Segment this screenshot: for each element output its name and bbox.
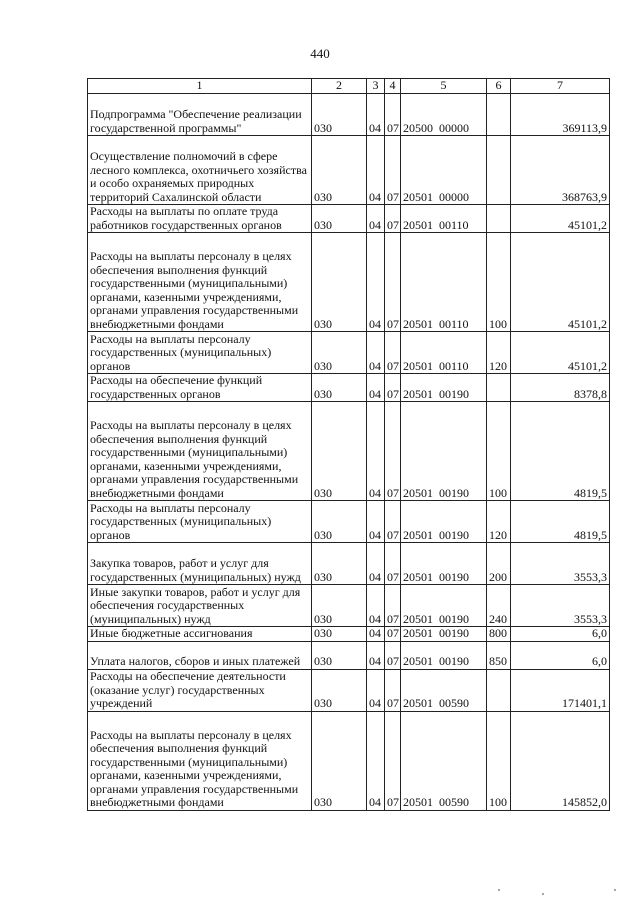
row-code-5: 20501 00590 [401,711,487,810]
row-amount: 45101,2 [511,233,610,332]
table-row [88,585,610,627]
table-row [88,332,610,374]
column-header-7: 7 [511,79,610,94]
row-code-6: 240 [487,585,511,627]
row-code-5: 20501 00000 [401,136,487,205]
row-code-3: 04 [367,669,385,711]
row-code-3: 04 [367,627,385,642]
row-code-6: 100 [487,402,511,501]
row-code-2: 030 [312,205,367,233]
row-code-4: 07 [385,627,401,642]
row-code-2: 030 [312,669,367,711]
row-code-5: 20501 00590 [401,669,487,711]
row-code-3: 04 [367,94,385,136]
column-header-4: 4 [385,79,401,94]
row-name: Закупка товаров, работ и услуг для государственных (муниципальных) нужд [88,543,312,585]
row-name: Расходы на выплаты персоналу государственных (муниципальных) органов [88,501,312,543]
row-code-2: 030 [312,233,367,332]
row-name: Расходы на выплаты персоналу в целях обеспечения выполнения функций государственными (муниципальными) органами, казенными учреждениями, органами управления государственными внебюджетными фондами [88,711,312,810]
row-code-3: 04 [367,641,385,669]
row-code-4: 07 [385,641,401,669]
row-code-5: 20501 00190 [401,374,487,402]
column-header-3: 3 [367,79,385,94]
row-code-6: 100 [487,711,511,810]
row-name: Уплата налогов, сборов и иных платежей [88,641,312,669]
row-name: Иные бюджетные ассигнования [88,627,312,642]
row-code-3: 04 [367,233,385,332]
table-row [88,233,610,332]
row-code-3: 04 [367,711,385,810]
row-code-5: 20501 00190 [401,402,487,501]
table-row [88,641,610,669]
row-code-3: 04 [367,543,385,585]
row-name: Расходы на выплаты по оплате труда работников государственных органов [88,205,312,233]
row-amount: 6,0 [511,641,610,669]
row-code-6: 100 [487,233,511,332]
table-row [88,669,610,711]
row-amount: 3553,3 [511,585,610,627]
scan-speck [542,893,544,895]
row-code-4: 07 [385,501,401,543]
row-code-5: 20500 00000 [401,94,487,136]
row-code-3: 04 [367,402,385,501]
row-code-5: 20501 00110 [401,205,487,233]
row-name: Расходы на выплаты персоналу в целях обеспечения выполнения функций государственными (муниципальными) органами, казенными учреждениями, органами управления государственными внебюджетными фондами [88,402,312,501]
row-code-4: 07 [385,543,401,585]
row-code-5: 20501 00190 [401,585,487,627]
row-code-2: 030 [312,136,367,205]
row-name: Расходы на обеспечение деятельности (оказание услуг) государственных учреждений [88,669,312,711]
row-name: Иные закупки товаров, работ и услуг для обеспечения государственных (муниципальных) нужд [88,585,312,627]
row-amount: 145852,0 [511,711,610,810]
row-code-5: 20501 00190 [401,501,487,543]
row-code-6: 120 [487,501,511,543]
row-code-2: 030 [312,402,367,501]
row-code-4: 07 [385,233,401,332]
table-row [88,205,610,233]
row-amount: 4819,5 [511,402,610,501]
row-code-5: 20501 00190 [401,543,487,585]
table-row [88,374,610,402]
row-code-6 [487,94,511,136]
row-code-2: 030 [312,94,367,136]
row-code-5: 20501 00110 [401,233,487,332]
row-name: Расходы на выплаты персоналу в целях обеспечения выполнения функций государственными (муниципальными) органами, казенными учреждениями, органами управления государственными внебюджетными фондами [88,233,312,332]
row-code-2: 030 [312,501,367,543]
row-name: Осуществление полномочий в сфере лесного комплекса, охотничьего хозяйства и особо охраняемых природных территорий Сахалинской области [88,136,312,205]
row-amount: 8378,8 [511,374,610,402]
table-row [88,627,610,642]
row-amount: 369113,9 [511,94,610,136]
scan-speck [498,889,500,891]
table-row [88,94,610,136]
row-code-4: 07 [385,332,401,374]
row-code-5: 20501 00190 [401,641,487,669]
row-code-2: 030 [312,332,367,374]
table-row [88,543,610,585]
row-code-6 [487,205,511,233]
column-header-6: 6 [487,79,511,94]
row-code-5: 20501 00190 [401,627,487,642]
row-name: Расходы на выплаты персоналу государственных (муниципальных) органов [88,332,312,374]
row-code-3: 04 [367,332,385,374]
row-code-3: 04 [367,501,385,543]
row-code-3: 04 [367,374,385,402]
row-code-2: 030 [312,374,367,402]
row-code-6: 200 [487,543,511,585]
row-code-4: 07 [385,136,401,205]
row-code-6 [487,669,511,711]
row-amount: 45101,2 [511,332,610,374]
row-code-5: 20501 00110 [401,332,487,374]
row-code-2: 030 [312,543,367,585]
table-row [88,711,610,810]
column-header-2: 2 [312,79,367,94]
row-code-4: 07 [385,402,401,501]
row-amount: 3553,3 [511,543,610,585]
scan-speck [614,889,616,891]
row-amount: 4819,5 [511,501,610,543]
row-code-4: 07 [385,585,401,627]
row-name: Подпрограмма "Обеспечение реализации государственной программы" [88,94,312,136]
row-code-4: 07 [385,94,401,136]
row-code-6: 800 [487,627,511,642]
row-code-2: 030 [312,627,367,642]
row-code-4: 07 [385,205,401,233]
row-code-3: 04 [367,585,385,627]
row-code-4: 07 [385,374,401,402]
row-code-4: 07 [385,669,401,711]
row-code-2: 030 [312,711,367,810]
row-code-3: 04 [367,136,385,205]
row-amount: 171401,1 [511,669,610,711]
page-number: 440 [310,46,330,61]
budget-table [87,78,610,811]
row-code-6: 850 [487,641,511,669]
row-amount: 45101,2 [511,205,610,233]
table-row [88,136,610,205]
row-amount: 368763,9 [511,136,610,205]
row-code-2: 030 [312,641,367,669]
row-code-6: 120 [487,332,511,374]
column-header-1: 1 [88,79,312,94]
table-row [88,501,610,543]
table-header-row [88,79,610,94]
row-code-6 [487,136,511,205]
row-code-3: 04 [367,205,385,233]
row-amount: 6,0 [511,627,610,642]
row-code-4: 07 [385,711,401,810]
column-header-5: 5 [401,79,487,94]
row-code-2: 030 [312,585,367,627]
row-code-6 [487,374,511,402]
row-name: Расходы на обеспечение функций государственных органов [88,374,312,402]
table-row [88,402,610,501]
